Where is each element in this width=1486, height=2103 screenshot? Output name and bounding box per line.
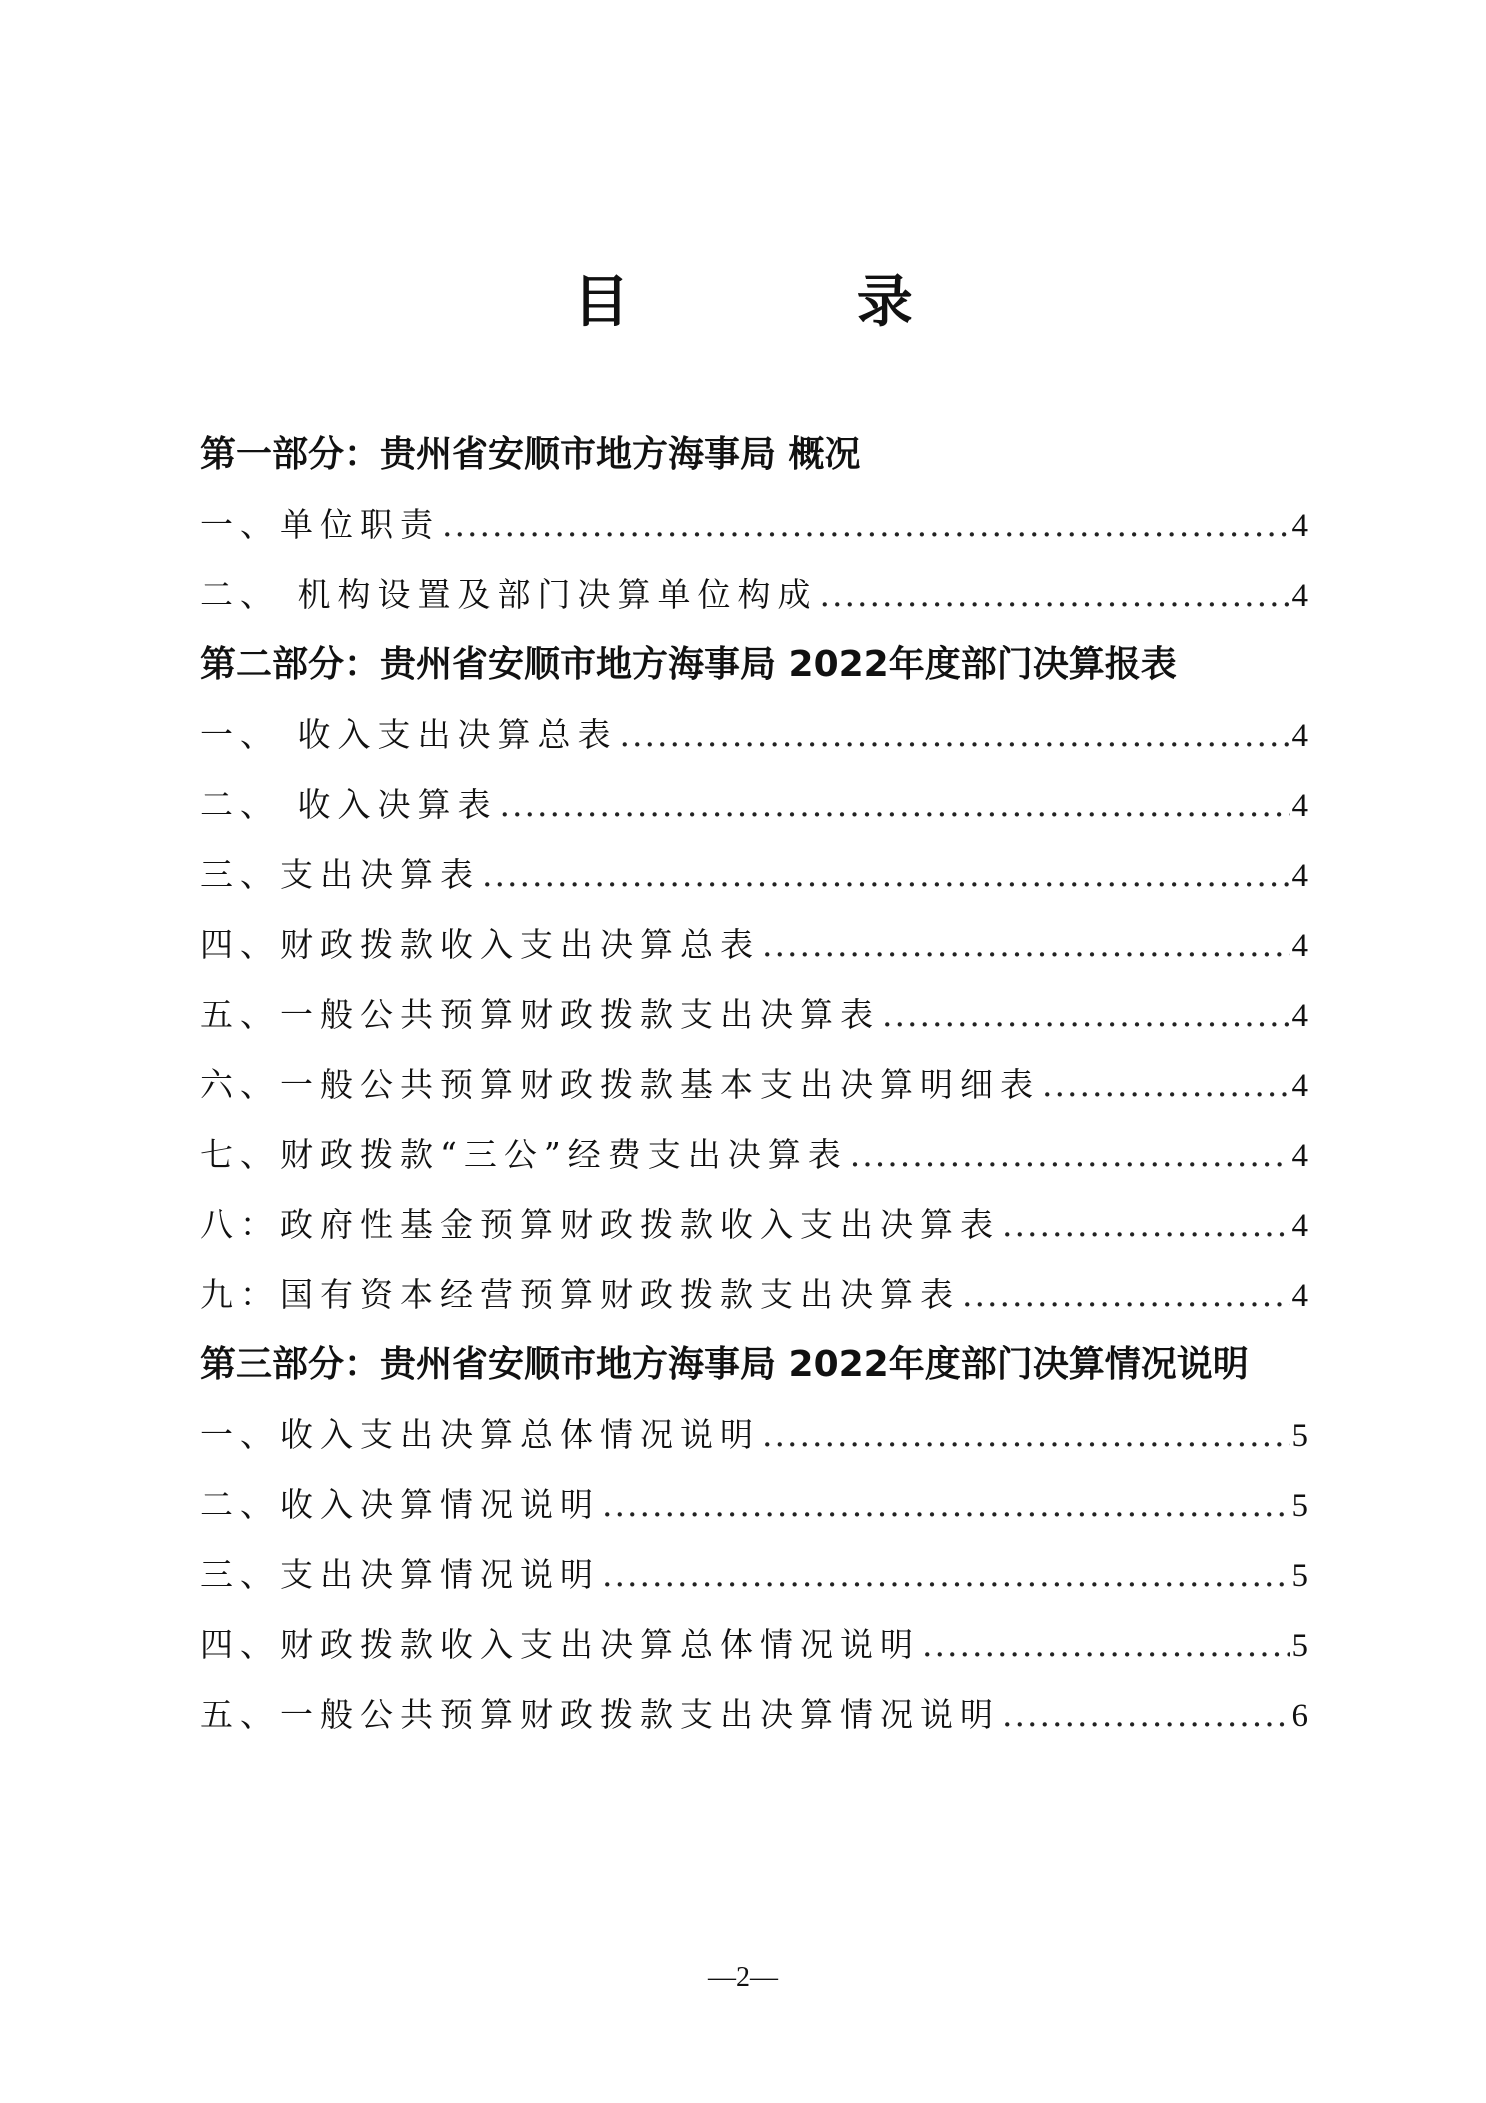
dot-leader (500, 770, 1290, 840)
table-of-contents (200, 420, 1308, 1750)
toc-entry-page: 4 (1291, 858, 1308, 894)
toc-entry-label: 一、单位职责 (200, 505, 440, 544)
part-1-heading: 第一部分：贵州省安顺市地方海事局 概况 (200, 434, 861, 475)
dot-leader (1042, 1050, 1290, 1120)
toc-entry[interactable] (200, 1400, 1308, 1470)
toc-entry-page: 4 (1291, 788, 1308, 824)
page-number: —2— (708, 1962, 778, 1993)
toc-entry-page: 4 (1291, 998, 1308, 1034)
dot-leader (1002, 1190, 1290, 1260)
toc-entry[interactable] (200, 770, 1308, 840)
toc-entry[interactable] (200, 1050, 1308, 1120)
toc-entry-page: 5 (1291, 1558, 1308, 1594)
dot-leader (1002, 1680, 1290, 1750)
toc-entry-label: 四、财政拨款收入支出决算总表 (200, 925, 760, 964)
dot-leader (762, 1400, 1290, 1470)
dot-leader (922, 1610, 1290, 1680)
toc-entry-label: 六、一般公共预算财政拨款基本支出决算明细表 (200, 1065, 1040, 1104)
dot-leader (882, 980, 1290, 1050)
toc-entry-page: 5 (1291, 1418, 1308, 1454)
toc-entry-page: 4 (1291, 718, 1308, 754)
toc-entry-label: 三、支出决算情况说明 (200, 1555, 600, 1594)
dot-leader (820, 560, 1290, 630)
toc-entry[interactable] (200, 1190, 1308, 1260)
toc-entry[interactable] (200, 1470, 1308, 1540)
toc-entry[interactable] (200, 1120, 1308, 1190)
toc-entry-label: 四、财政拨款收入支出决算总体情况说明 (200, 1625, 920, 1664)
dot-leader (850, 1120, 1290, 1190)
toc-entry[interactable] (200, 1540, 1308, 1610)
dot-leader (620, 700, 1290, 770)
toc-entry-label: 一、 收入支出决算总表 (200, 715, 618, 754)
toc-entry-page: 4 (1291, 508, 1308, 544)
toc-entry[interactable] (200, 700, 1308, 770)
part-2-heading: 第二部分：贵州省安顺市地方海事局 2022年度部门决算报表 (200, 644, 1177, 685)
toc-entry-label: 一、收入支出决算总体情况说明 (200, 1415, 760, 1454)
toc-entry[interactable] (200, 490, 1308, 560)
dot-leader (442, 490, 1290, 560)
toc-entry-label: 二、收入决算情况说明 (200, 1485, 600, 1524)
toc-entry[interactable] (200, 560, 1308, 630)
toc-entry-page: 4 (1291, 928, 1308, 964)
toc-entry-page: 6 (1291, 1698, 1308, 1734)
toc-entry-page: 5 (1291, 1628, 1308, 1664)
toc-entry-label: 五、一般公共预算财政拨款支出决算情况说明 (200, 1695, 1000, 1734)
toc-entry[interactable] (200, 1680, 1308, 1750)
toc-entry[interactable] (200, 910, 1308, 980)
dot-leader (482, 840, 1290, 910)
toc-entry-label: 二、 机构设置及部门决算单位构成 (200, 575, 818, 614)
toc-entry[interactable] (200, 1610, 1308, 1680)
toc-entry-page: 4 (1291, 1278, 1308, 1314)
toc-entry-page: 4 (1291, 1208, 1308, 1244)
toc-entry[interactable] (200, 840, 1308, 910)
part-3-heading: 第三部分：贵州省安顺市地方海事局 2022年度部门决算情况说明 (200, 1344, 1249, 1385)
dot-leader (962, 1260, 1290, 1330)
dot-leader (602, 1540, 1290, 1610)
toc-entry-label: 九：国有资本经营预算财政拨款支出决算表 (200, 1275, 960, 1314)
dot-leader (602, 1470, 1290, 1540)
page-title: 目 录 (573, 270, 1017, 335)
toc-entry-page: 4 (1291, 578, 1308, 614)
toc-entry-label: 三、支出决算表 (200, 855, 480, 894)
toc-entry-label: 七、财政拨款“三公”经费支出决算表 (200, 1135, 848, 1174)
toc-entry-page: 4 (1291, 1068, 1308, 1104)
toc-entry[interactable] (200, 1260, 1308, 1330)
toc-entry-label: 八：政府性基金预算财政拨款收入支出决算表 (200, 1205, 1000, 1244)
toc-entry-page: 4 (1291, 1138, 1308, 1174)
toc-entry-label: 二、 收入决算表 (200, 785, 498, 824)
toc-entry-label: 五、一般公共预算财政拨款支出决算表 (200, 995, 880, 1034)
toc-entry-page: 5 (1291, 1488, 1308, 1524)
toc-entry[interactable] (200, 980, 1308, 1050)
dot-leader (762, 910, 1290, 980)
